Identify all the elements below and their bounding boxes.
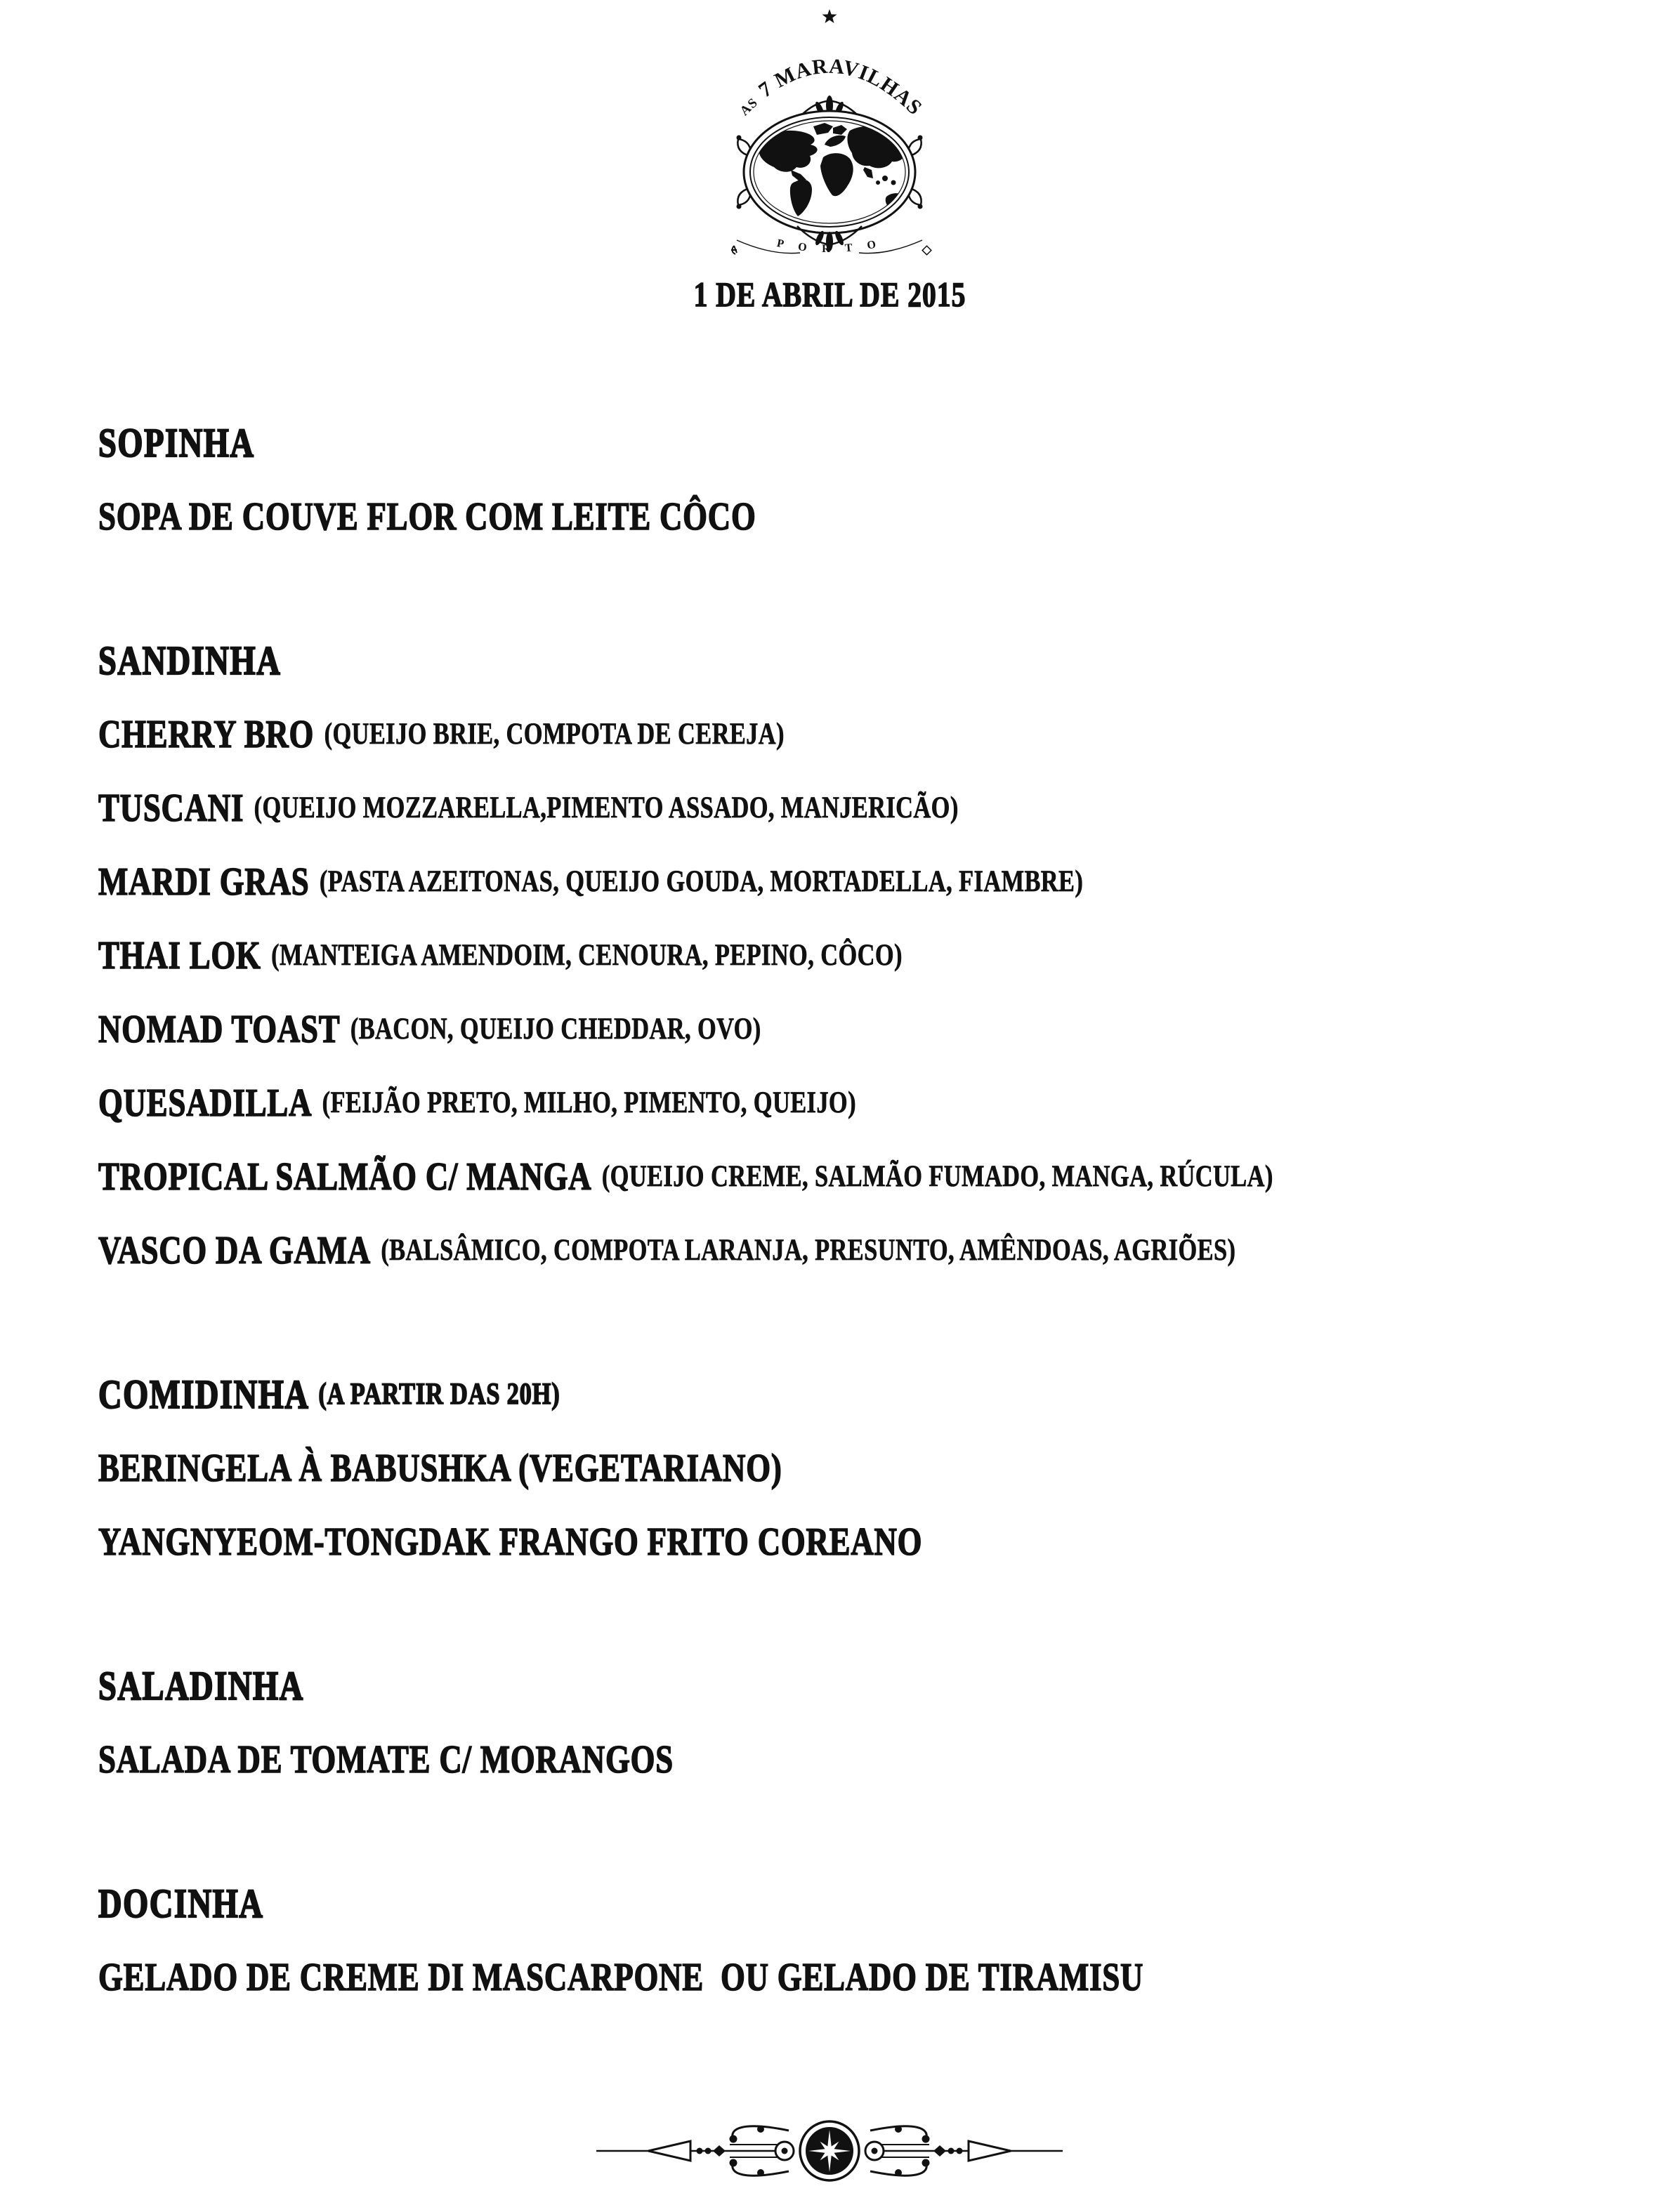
- menu-item: TROPICAL SALMÃO C/ MANGA (QUEIJO CREME, SALMÃO FUMADO, MANGA, RÚCULA): [98, 1154, 1273, 1199]
- section-title: SALADINHA: [98, 1663, 304, 1709]
- menu-body: [98, 406, 1617, 2014]
- section-title: SANDINHA: [98, 638, 282, 683]
- menu-item: YANGNYEOM-TONGDAK FRANGO FRITO COREANO: [98, 1520, 923, 1564]
- anchor-dingbat: [731, 246, 737, 254]
- menu-item: BERINGELA À BABUSHKA (VEGETARIANO): [98, 1446, 782, 1490]
- menu-item: QUESADILLA (FEIJÃO PRETO, MILHO, PIMENTO, QUEIJO): [98, 1081, 856, 1125]
- menu-item: THAI LOK (MANTEIGA AMENDOIM, CENOURA, PEPINO, CÔCO): [98, 933, 903, 977]
- menu-item: GELADO DE CREME DI MASCARPONE OU GELADO DE TIRAMISU: [98, 1955, 1144, 1999]
- section-comidinha: [98, 1357, 1617, 1579]
- section-title: SOPINHA: [98, 420, 255, 466]
- section-saladinha: [98, 1649, 1617, 1796]
- menu-item: CHERRY BRO (QUEIJO BRIE, COMPOTA DE CEREJA): [98, 712, 785, 756]
- logo-title: AS 7 MARAVILHAS: [737, 54, 927, 120]
- menu-item: NOMAD TOAST (BACON, QUEIJO CHEDDAR, OVO): [98, 1007, 761, 1051]
- date-row: [0, 275, 1659, 313]
- menu-item: SALADA DE TOMATE C/ MORANGOS: [98, 1737, 674, 1782]
- menu-date: 1 DE ABRIL DE 2015: [693, 275, 966, 314]
- end-dingbat: [922, 246, 931, 255]
- section-docinha: [98, 1867, 1617, 2014]
- restaurant-logo: [719, 6, 940, 281]
- menu-item: MARDI GRAS (PASTA AZEITONAS, QUEIJO GOUDA, MORTADELLA, FIAMBRE): [98, 860, 1084, 904]
- spear-tip-icon: [648, 2141, 690, 2161]
- section-title: DOCINHA: [98, 1881, 264, 1926]
- section-sopinha: [98, 406, 1617, 553]
- section-title: COMIDINHA (A PARTIR DAS 20H): [98, 1371, 560, 1417]
- compass-rose-icon: [800, 2121, 859, 2180]
- menu-item: TUSCANI (QUEIJO MOZZARELLA,PIMENTO ASSADO, MANJERICÃO): [98, 786, 959, 830]
- section-sandinha: [98, 624, 1617, 1287]
- menu-item: VASCO DA GAMA (BALSÂMICO, COMPOTA LARANJA, PRESUNTO, AMÊNDOAS, AGRIÕES): [98, 1228, 1236, 1272]
- menu-item: SOPA DE COUVE FLOR COM LEITE CÔCO: [98, 494, 756, 539]
- divider-arm: [596, 2126, 794, 2176]
- porto-text: P O R T O: [775, 237, 884, 256]
- compass-divider: [584, 2098, 1075, 2204]
- star-icon: [822, 9, 837, 23]
